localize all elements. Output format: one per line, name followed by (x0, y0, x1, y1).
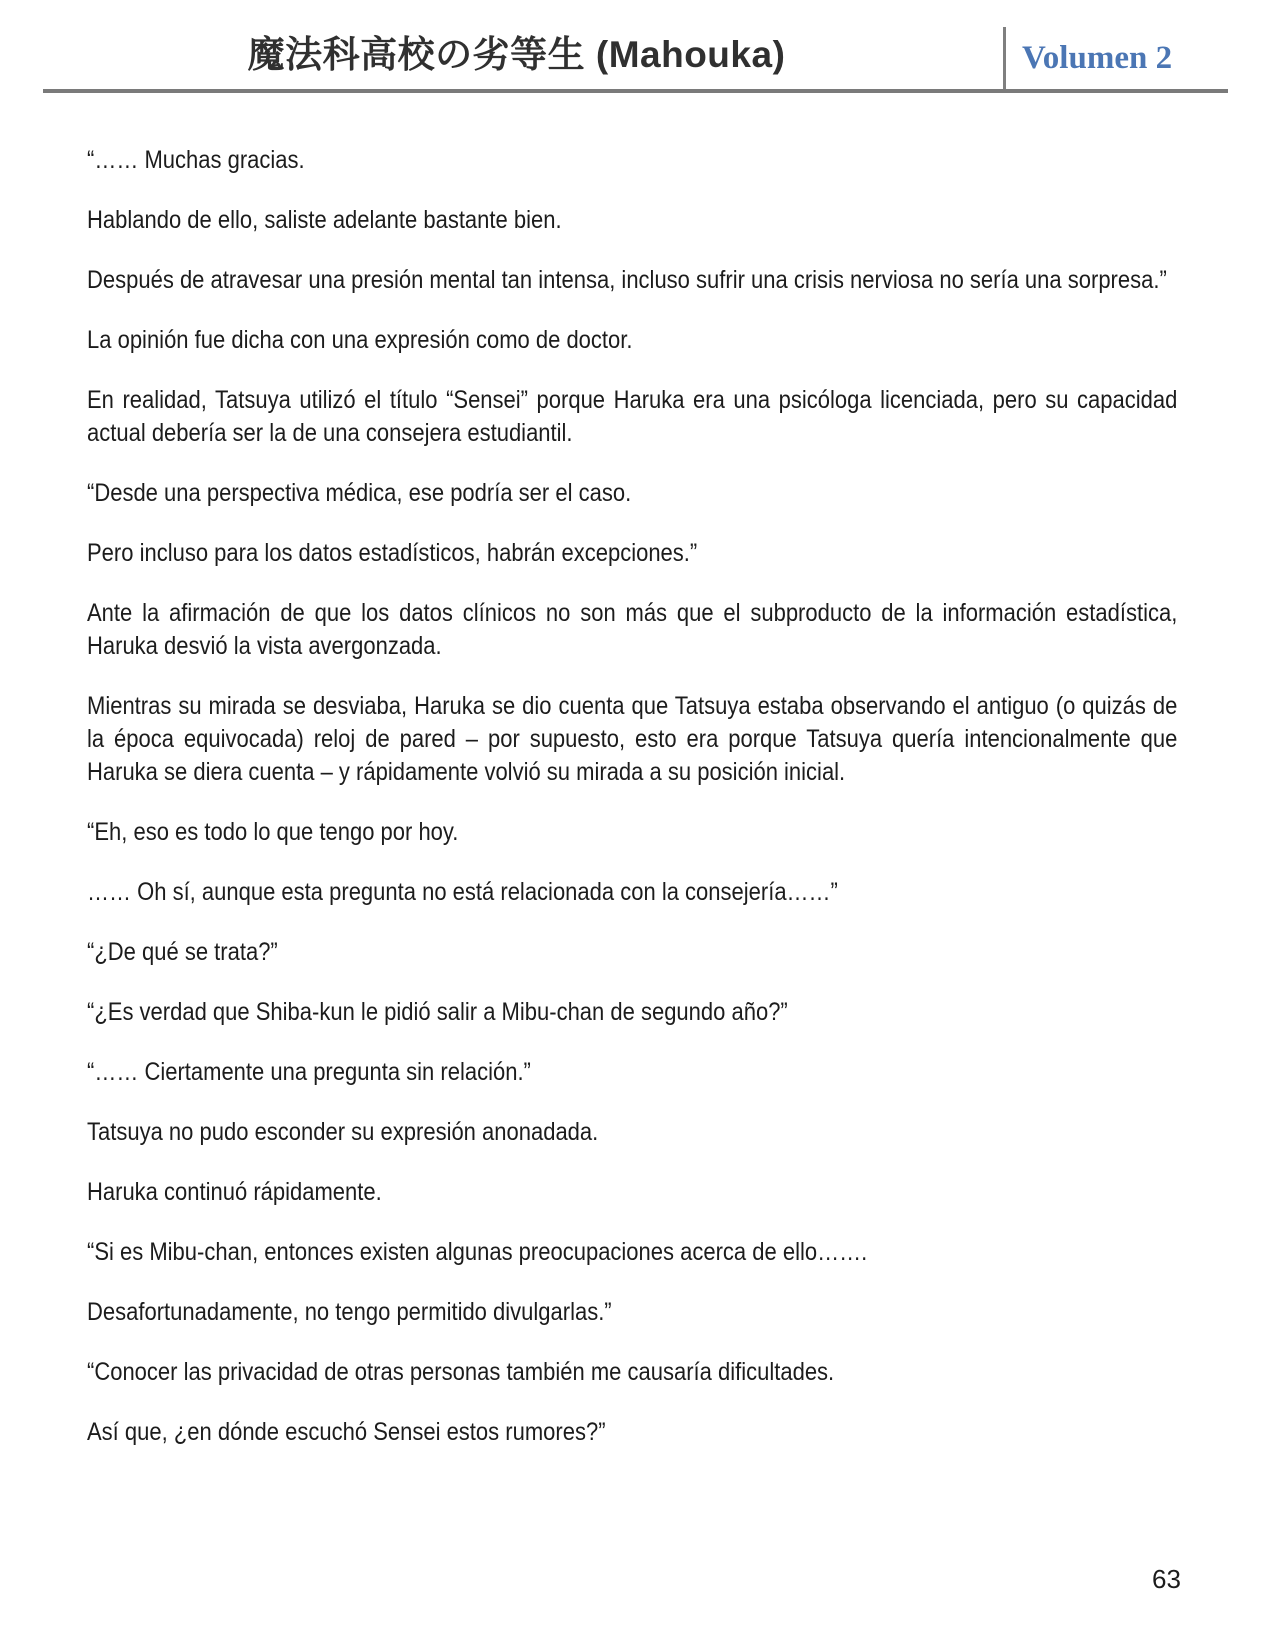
paragraph: Haruka continuó rápidamente. (87, 1178, 382, 1206)
paragraph: Así que, ¿en dónde escuchó Sensei estos rumores?” (87, 1418, 606, 1446)
paragraph: En realidad, Tatsuya utilizó el título “Sensei” porque Haruka era una psicóloga licenciada, pero su capacidad actual debería ser la de una consejera estudiantil. (87, 386, 1178, 447)
paragraph: “…… Muchas gracias. (87, 146, 305, 174)
paragraph: “Desde una perspectiva médica, ese podría ser el caso. (87, 479, 632, 507)
page-body (87, 144, 1177, 1476)
paragraph: Después de atravesar una presión mental tan intensa, incluso sufrir una crisis nerviosa no sería una sorpresa.” (87, 266, 1167, 294)
page-number: 63 (1152, 1564, 1181, 1594)
page-header (0, 0, 1275, 93)
paragraph: “Si es Mibu-chan, entonces existen algunas preocupaciones acerca de ello……. (87, 1238, 868, 1266)
paragraph: “¿De qué se trata?” (87, 938, 278, 966)
paragraph: “¿Es verdad que Shiba-kun le pidió salir a Mibu-chan de segundo año?” (87, 998, 788, 1026)
paragraph: Pero incluso para los datos estadísticos, habrán excepciones.” (87, 539, 698, 567)
paragraph: La opinión fue dicha con una expresión como de doctor. (87, 326, 633, 354)
paragraph: …… Oh sí, aunque esta pregunta no está relacionada con la consejería……” (87, 878, 838, 906)
paragraph: Tatsuya no pudo esconder su expresión anonadada. (87, 1118, 599, 1146)
header-divider-rule (43, 89, 1228, 93)
paragraph: Mientras su mirada se desviaba, Haruka se dio cuenta que Tatsuya estaba observando el antiguo (o quizás de la época equivocada) reloj de pared – por supuesto, esto era porque Tatsuya quería intencionalmente que Haruka se diera cuenta – y rápidamente volvió su mirada a su posición inicial. (87, 692, 1178, 786)
paragraph: “Conocer las privacidad de otras personas también me causaría dificultades. (87, 1358, 835, 1386)
paragraph: Desafortunadamente, no tengo permitido divulgarlas.” (87, 1298, 612, 1326)
paragraph: Hablando de ello, saliste adelante bastante bien. (87, 206, 562, 234)
paragraph: “Eh, eso es todo lo que tengo por hoy. (87, 818, 459, 846)
paragraph: Ante la afirmación de que los datos clínicos no son más que el subproducto de la información estadística, Haruka desvió la vista avergonzada. (87, 599, 1178, 660)
volume-box (1003, 27, 1172, 89)
volume-label: Volumen 2 (1022, 39, 1173, 76)
document-title: 魔法科高校の劣等生 (Mahouka) (247, 34, 786, 75)
paragraph: “…… Ciertamente una pregunta sin relación.” (87, 1058, 531, 1086)
